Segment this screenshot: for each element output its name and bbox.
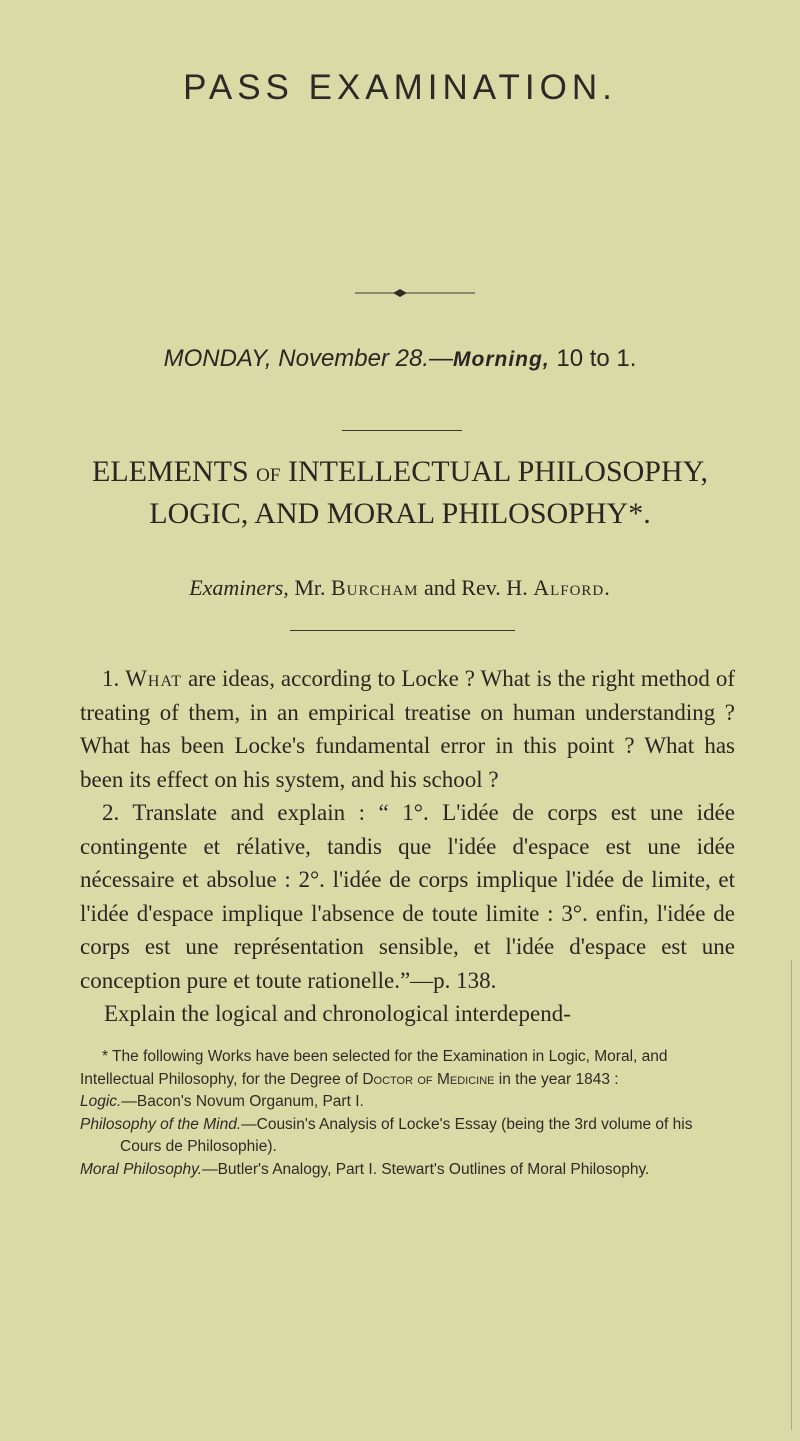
page-title: PASS EXAMINATION. — [183, 68, 617, 107]
question-lead: What — [125, 666, 183, 691]
page-edge-shadow — [791, 960, 792, 1430]
footnote-intro — [80, 1046, 732, 1091]
rule-divider — [342, 430, 462, 431]
question-number: 2. — [102, 800, 120, 825]
footnote-text: in the year 1843 : — [498, 1070, 619, 1088]
question-text: Explain the logical and chronological interdepend- — [104, 1001, 571, 1026]
date-line: MONDAY, November 28.—Morning, 10 to 1. — [163, 345, 637, 372]
section-heading-line-2: LOGIC, AND MORAL PHILOSOPHY*. — [149, 497, 651, 530]
question-number: 1. — [102, 666, 120, 691]
questions-body — [80, 662, 735, 1031]
footnote-item — [80, 1114, 732, 1159]
examiners-line — [0, 575, 800, 601]
question-text: are ideas, according to Locke ? What is the right method of treating of them, in an empirical treatise on human understanding ? What has been Locke's fundamental error in this point ? What has been its effect on his system, and his school ? — [80, 666, 735, 792]
examiner-name: Alford. — [533, 575, 611, 600]
examiners-title: Mr. — [294, 575, 326, 600]
footnote-item — [80, 1091, 732, 1114]
date-date: November 28. — [278, 345, 430, 372]
footnote-work: —Cousin's Analysis of Locke's Essay (being the 3rd volume of his Cours de Philosophie). — [120, 1115, 693, 1155]
footnote-work: —Bacon's Novum Organum, Part I. — [121, 1093, 364, 1110]
heading-text: ELEMENTS — [92, 455, 249, 488]
section-heading-line-1 — [0, 455, 800, 489]
ornament-divider — [355, 287, 475, 299]
footnote — [80, 1046, 732, 1181]
question-1 — [80, 662, 735, 796]
footnote-work: —Butler's Analogy, Part I. Stewart's Outlines of Moral Philosophy. — [202, 1160, 650, 1178]
examiners-label: Examiners, — [189, 575, 289, 600]
footnote-degree: Doctor of Medicine — [362, 1070, 495, 1088]
rule-divider — [290, 630, 515, 631]
footnote-text: * The following Works have been selected for the Examination in Logic, Moral, and Intellectual Philosophy, for the Degree of — [80, 1048, 668, 1088]
date-day: MONDAY, — [163, 345, 272, 372]
footnote-subject: Moral Philosophy. — [80, 1160, 203, 1178]
footnote-subject: Philosophy of the Mind. — [80, 1115, 242, 1133]
examiner-name: Burcham — [331, 575, 419, 600]
examiners-connector: and Rev. H. — [424, 575, 528, 600]
heading-text: INTELLECTUAL PHILOSOPHY, — [287, 455, 708, 488]
question-3 — [80, 997, 735, 1031]
footnote-item — [80, 1159, 732, 1182]
date-session: Morning, — [453, 348, 550, 371]
heading-of: OF — [256, 465, 281, 486]
question-2 — [80, 796, 735, 997]
date-hours: 10 to 1. — [556, 345, 637, 372]
question-text: Translate and explain : “ 1°. L'idée de corps est une idée contingente et rélative, tandis que l'idée d'espace est une idée nécessaire et absolue : 2°. l'idée de corps implique l'idée de limite, et l'idée d'espace implique l'absence de toute limite : 3°. enfin, l'idée de corps est une représentation sensible, et l'idée d'espace est une conception pure et toute rationelle.”—p. 138. — [80, 800, 735, 993]
footnote-subject: Logic. — [80, 1093, 122, 1110]
